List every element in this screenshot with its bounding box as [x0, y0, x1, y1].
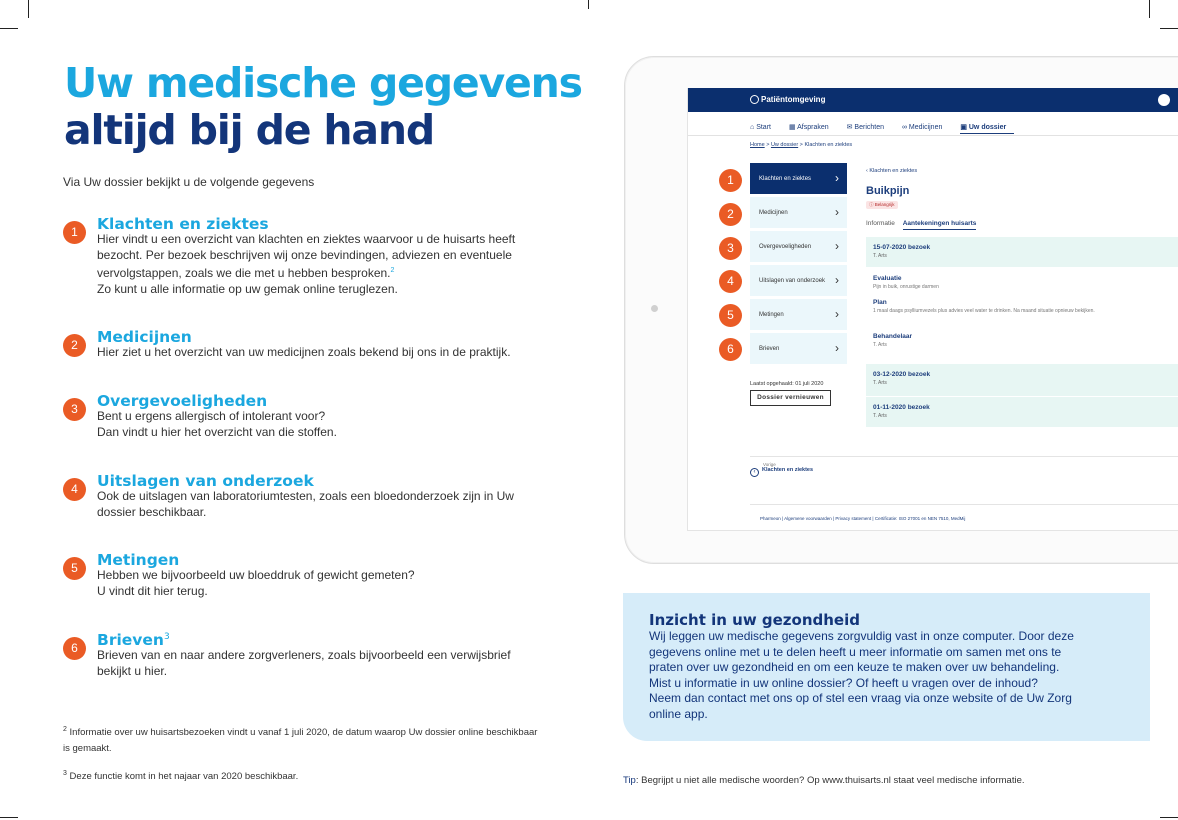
- crop-mark: [28, 0, 29, 18]
- item-title: Overgevoeligheden: [97, 392, 268, 410]
- previous-link[interactable]: Vorige ‹ Klachten en ziektes: [750, 462, 813, 477]
- number-badge: 6: [719, 338, 742, 361]
- number-badge: 1: [63, 221, 86, 244]
- sidebar-item-metingen[interactable]: Metingen ›: [750, 299, 847, 331]
- item-title: Brieven$^3$: [97, 631, 170, 649]
- crop-mark: [0, 28, 18, 29]
- number-badge: 2: [719, 203, 742, 226]
- nav-start[interactable]: ⌂ Start: [750, 124, 771, 131]
- info-box-heading: Inzicht in uw gezondheid: [649, 611, 860, 629]
- tip-label: Tip: [623, 775, 636, 786]
- nav-uw-dossier[interactable]: ▣ Uw dossier: [960, 124, 1014, 134]
- visit-row[interactable]: 01-11-2020 bezoek T. Arts: [866, 397, 1178, 427]
- crop-mark: [588, 0, 589, 9]
- visit-row[interactable]: 15-07-2020 bezoek T. Arts: [866, 237, 1178, 267]
- number-badge: 3: [719, 237, 742, 260]
- number-badge: 1: [719, 169, 742, 192]
- main-nav: [750, 123, 1022, 131]
- tab-aantekeningen[interactable]: Aantekeningen huisarts: [903, 220, 977, 230]
- sidebar-item-brieven[interactable]: Brieven ›: [750, 333, 847, 365]
- tablet-camera: [651, 305, 658, 312]
- number-badge: 2: [63, 334, 86, 357]
- chevron-right-icon: ›: [835, 341, 839, 355]
- breadcrumb-home[interactable]: Home: [750, 142, 765, 148]
- number-badge: 4: [63, 478, 86, 501]
- visit-row[interactable]: 03-12-2020 bezoek T. Arts: [866, 364, 1178, 396]
- breadcrumb-current: Klachten en ziektes: [804, 142, 853, 148]
- title-line-2: altijd bij de hand: [64, 106, 435, 154]
- sidebar-item-medicijnen[interactable]: Medicijnen ›: [750, 197, 847, 229]
- app-brand[interactable]: Patiëntomgeving: [750, 95, 825, 104]
- divider: [688, 135, 1178, 136]
- number-badge: 5: [719, 304, 742, 327]
- footnote-2: $^2$ Informatie over uw huisartsbezoeken vindt u vanaf 1 juli 2020, de datum waarop Uw dossier online beschikbaar is gemaakt.: [63, 726, 538, 755]
- item-text: Hier vindt u een overzicht van klachten en ziektes waarvoor u de huisarts heeft bezocht. Per bezoek beschrijven wij onze bevindingen, adviezen en eventuele vervolgstappen, zoals we die met u hebben besproken.$^2$ Zo kunt u alle informatie op uw gemak online teruglezen.: [97, 232, 516, 296]
- item-text: Hier ziet u het overzicht van uw medicijnen zoals bekend bij ons in de praktijk.: [97, 345, 511, 359]
- number-badge: 3: [63, 398, 86, 421]
- note-section-behandelaar: Behandelaar T. Arts: [873, 333, 913, 348]
- sidebar-item-uitslagen[interactable]: Uitslagen van onderzoek ›: [750, 265, 847, 297]
- crop-mark: [1149, 0, 1150, 18]
- chevron-right-icon: ›: [835, 205, 839, 219]
- breadcrumb-dossier[interactable]: Uw dossier: [770, 142, 799, 148]
- footnote-ref: 3: [163, 631, 170, 642]
- note-section-plan: Plan 1 maal daags psylliumvezels plus advies veel water te drinken. Na maand situatie opnieuw bekijken.: [873, 299, 1095, 314]
- item-title: Klachten en ziektes: [97, 215, 269, 233]
- footer-links[interactable]: Pharmeon | Algemene voorwaarden | Privacy statement | Certificatie: ISO 27001 en NEN 7510, MedMij: [760, 516, 966, 521]
- arrow-left-icon: ‹: [750, 468, 759, 477]
- footnote-3: $^3$ Deze functie komt in het najaar van 2020 beschikbaar.: [63, 770, 299, 783]
- nav-medicijnen[interactable]: ∞ Medicijnen: [901, 124, 943, 131]
- crop-mark: [1160, 817, 1178, 818]
- page-title: [64, 60, 582, 154]
- divider: [750, 456, 1178, 457]
- item-title: Metingen: [97, 551, 180, 569]
- crop-mark: [1160, 28, 1178, 29]
- tablet-screen: [687, 88, 1178, 531]
- info-box-text: Wij leggen uw medische gegevens zorgvuldig vast in onze computer. Door deze gegevens online met u te delen heeft u meer informatie om samen met ons te praten over uw gezondheid en om een keuze te maken over uw behandeling. Mist u informatie in uw online dossier? Of heeft u vragen over de inhoud? Neem dan contact met ons op of stel een vraag via onze website of de Uw Zorg online app.: [649, 629, 1074, 721]
- info-box: [623, 593, 1150, 741]
- chevron-right-icon: ›: [835, 273, 839, 287]
- item-text: Hebben we bijvoorbeeld uw bloeddruk of gewicht gemeten? U vindt dit hier terug.: [97, 568, 415, 598]
- sidebar-item-klachten[interactable]: Klachten en ziektes ›: [750, 163, 847, 195]
- last-fetched-text: Laatst opgehaald: 01 juli 2020: [750, 381, 824, 387]
- breadcrumb: Home > Uw dossier > Klachten en ziektes: [750, 142, 853, 148]
- number-badge: 4: [719, 270, 742, 293]
- menu-toggle-icon[interactable]: [1158, 94, 1170, 106]
- back-link[interactable]: ‹ Klachten en ziektes: [866, 168, 918, 174]
- item-text: Brieven van en naar andere zorgverleners, zoals bijvoorbeeld een verwijsbrief bekijkt u hier.: [97, 648, 511, 678]
- detail-title: Buikpijn: [866, 185, 910, 197]
- item-title: Medicijnen: [97, 328, 192, 346]
- crop-mark: [0, 817, 18, 818]
- sidebar-item-overgevoeligheden[interactable]: Overgevoeligheden ›: [750, 231, 847, 263]
- tab-informatie[interactable]: Informatie: [866, 220, 895, 227]
- intro-text: Via Uw dossier bekijkt u de volgende gegevens: [63, 175, 315, 189]
- number-badge: 5: [63, 557, 86, 580]
- number-badge: 6: [63, 637, 86, 660]
- renew-dossier-button[interactable]: Dossier vernieuwen: [750, 390, 831, 406]
- item-text: Ook de uitslagen van laboratoriumtesten, zoals een bloedonderzoek zijn in Uw dossier beschikbaar.: [97, 489, 514, 519]
- chevron-right-icon: ›: [835, 239, 839, 253]
- chevron-right-icon: ›: [835, 171, 839, 185]
- note-section-evaluatie: Evaluatie Pijn in buik, onrustige darmen: [873, 275, 939, 290]
- title-line-1: Uw medische gegevens: [64, 59, 582, 107]
- detail-tabs: [866, 220, 976, 227]
- chevron-right-icon: ›: [835, 307, 839, 321]
- nav-berichten[interactable]: ✉ Berichten: [846, 124, 884, 131]
- divider: [750, 504, 1178, 505]
- app-header: [688, 88, 1178, 112]
- footnote-ref: 2: [390, 267, 395, 274]
- status-badge: ⓘ Belangrijk: [866, 201, 898, 209]
- nav-afspraken[interactable]: ▦ Afspraken: [788, 124, 829, 131]
- user-circle-icon: [750, 95, 759, 104]
- tip-text: Tip: Begrijpt u niet alle medische woorden? Op www.thuisarts.nl staat veel medische informatie.: [623, 775, 1025, 786]
- item-text: Bent u ergens allergisch of intolerant voor? Dan vindt u hier het overzicht van die stoffen.: [97, 409, 337, 439]
- item-title: Uitslagen van onderzoek: [97, 472, 314, 490]
